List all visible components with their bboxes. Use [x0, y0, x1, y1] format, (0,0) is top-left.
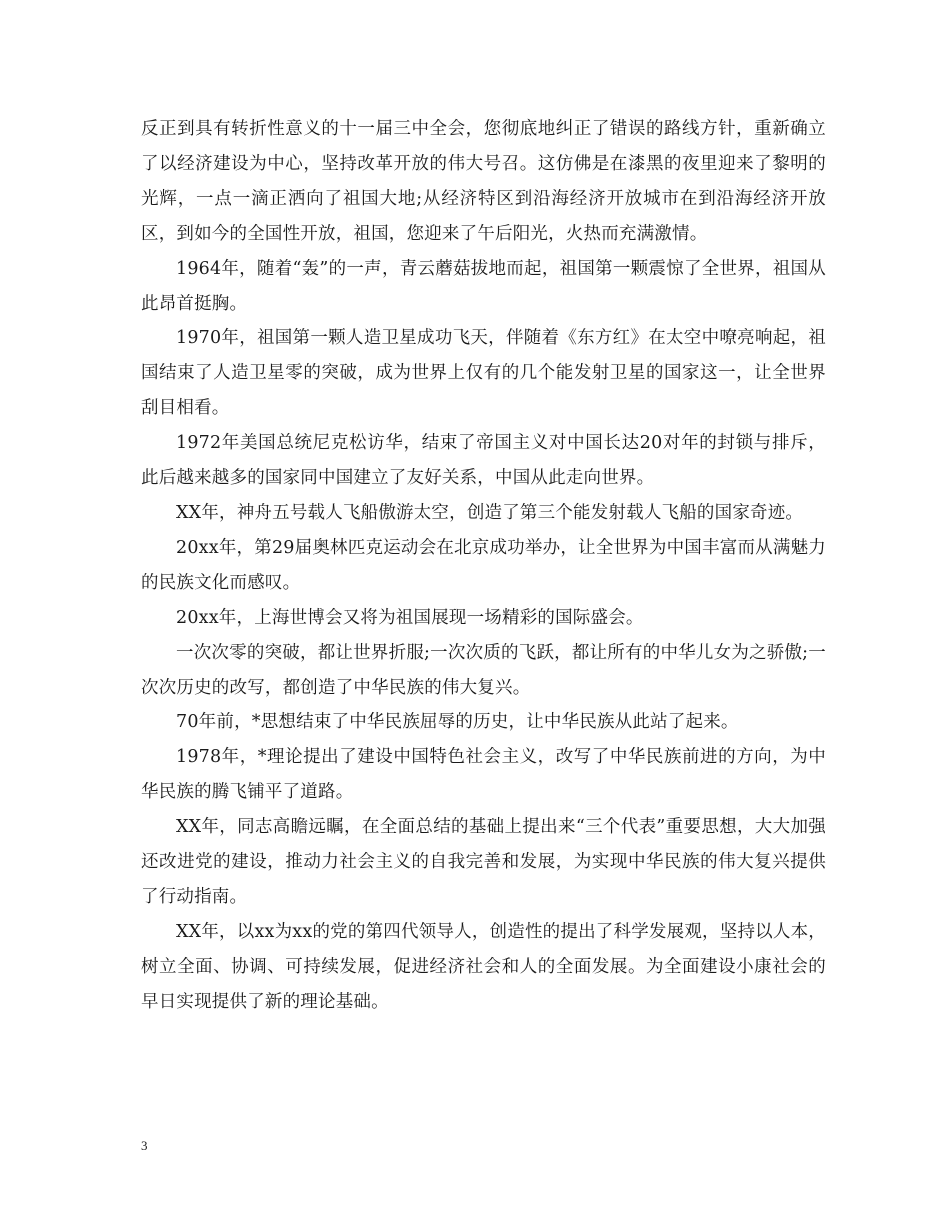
paragraph-10: 1978年，*理论提出了建设中国特色社会主义，改写了中华民族前进的方向，为中华民族的腾飞铺平了道路。	[141, 747, 826, 803]
paragraph-8: 一次次零的突破，都让世界折服;一次次质的飞跃，都让所有的中华儿女为之骄傲;一次次历史的改写，都创造了中华民族的伟大复兴。	[141, 642, 826, 698]
paragraph-11: XX年，同志高瞻远瞩，在全面总结的基础上提出来“三个代表”重要思想，大大加强还改进党的建设，推动力社会主义的自我完善和发展，为实现中华民族的伟大复兴提供了行动指南。	[141, 817, 826, 907]
document-body	[141, 112, 826, 1020]
paragraph-2: 1964年，随着“轰”的一声，青云蘑菇拔地而起，祖国第一颗震惊了全世界，祖国从此昂首挺胸。	[141, 258, 826, 314]
paragraph-1: 反正到具有转折性意义的十一届三中全会，您彻底地纠正了错误的路线方针，重新确立了以经济建设为中心，坚持改革开放的伟大号召。这仿佛是在漆黑的夜里迎来了黎明的光辉，一点一滴正洒向了祖国大地;从经济特区到沿海经济开放城市在到沿海经济开放区，到如今的全国性开放，祖国，您迎来了午后阳光，火热而充满激情。	[141, 119, 826, 244]
paragraph-4: 1972年美国总统尼克松访华，结束了帝国主义对中国长达20对年的封锁与排斥，此后越来越多的国家同中国建立了友好关系，中国从此走向世界。	[141, 433, 826, 489]
paragraph-12: XX年，以xx为xx的党的第四代领导人，创造性的提出了科学发展观，坚持以人本，树立全面、协调、可持续发展，促进经济社会和人的全面发展。为全面建设小康社会的早日实现提供了新的理论基础。	[141, 921, 826, 1012]
paragraph-9: 70年前，*思想结束了中华民族屈辱的历史，让中华民族从此站了起来。	[176, 712, 739, 733]
paragraph-5: XX年，神舟五号载人飞船傲游太空，创造了第三个能发射载人飞船的国家奇迹。	[176, 502, 804, 523]
page-number: 3	[141, 1138, 148, 1153]
paragraph-6: 20xx年，第29届奥林匹克运动会在北京成功举办，让全世界为中国丰富而从满魅力的民族文化而感叹。	[141, 537, 826, 593]
paragraph-3: 1970年，祖国第一颗人造卫星成功飞天，伴随着《东方红》在太空中嘹亮响起，祖国结束了人造卫星零的突破，成为世界上仅有的几个能发射卫星的国家这一，让全世界刮目相看。	[141, 328, 826, 419]
paragraph-7: 20xx年，上海世博会又将为祖国展现一场精彩的国际盛会。	[176, 607, 644, 628]
